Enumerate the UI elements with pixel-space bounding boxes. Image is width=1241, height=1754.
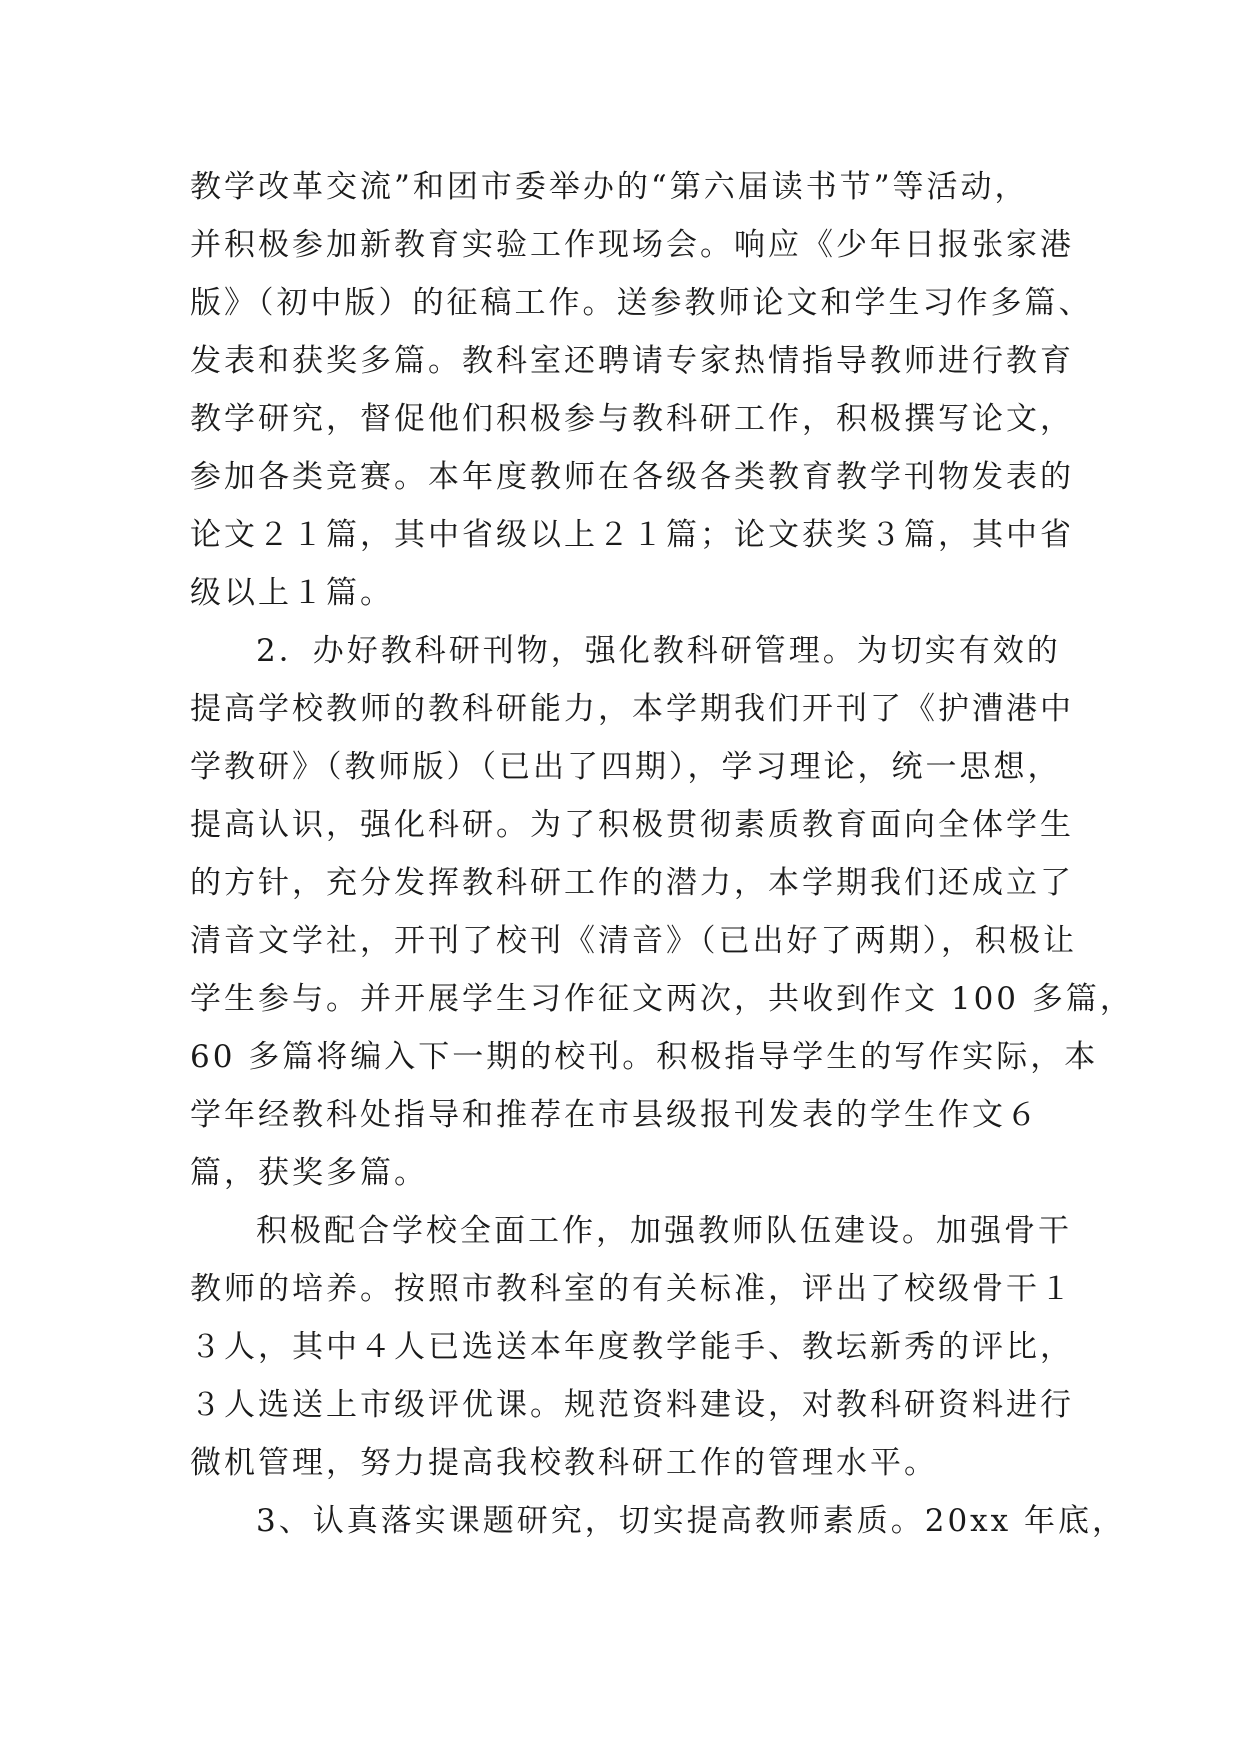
text-line: 篇，获奖多篇。 [190, 1155, 428, 1191]
text-line: 60 多篇将编入下一期的校刊。积极指导学生的写作实际，本 [190, 1039, 1099, 1075]
text-line: 版》（初中版）的征稿工作。送参教师论文和学生习作多篇、 [190, 285, 1093, 321]
text-line: 清音文学社，开刊了校刊《清音》（已出好了两期），积极让 [190, 923, 1077, 959]
paragraph-start-line: 3、认真落实课题研究，切实提高教师素质。20xx 年底， [256, 1503, 1126, 1539]
text-line: 教师的培养。按照市教科室的有关标准，评出了校级骨干１ [190, 1271, 1074, 1307]
text-line: 发表和获奖多篇。教科室还聘请专家热情指导教师进行教育 [190, 343, 1074, 379]
text-line: 参加各类竞赛。本年度教师在各级各类教育教学刊物发表的 [190, 459, 1074, 495]
text-line: 教学研究，督促他们积极参与教科研工作，积极撰写论文， [190, 401, 1074, 437]
text-line: 并积极参加新教育实验工作现场会。响应《少年日报张家港 [190, 227, 1074, 263]
text-line: 级以上１篇。 [190, 575, 394, 611]
text-line: 微机管理，努力提高我校教科研工作的管理水平。 [190, 1445, 938, 1481]
text-line: 学年经教科处指导和推荐在市县级报刊发表的学生作文６ [190, 1097, 1040, 1133]
text-line: 论文２１篇，其中省级以上２１篇；论文获奖３篇，其中省 [190, 517, 1074, 553]
paragraph-start-line: 积极配合学校全面工作，加强教师队伍建设。加强骨干 [256, 1213, 1072, 1249]
text-line: 提高认识，强化科研。为了积极贯彻素质教育面向全体学生 [190, 807, 1074, 843]
text-line: 提高学校教师的教科研能力，本学期我们开刊了《护漕港中 [190, 691, 1074, 727]
text-line: ３人选送上市级评优课。规范资料建设，对教科研资料进行 [190, 1387, 1074, 1423]
text-line: 学教研》（教师版）（已出了四期），学习理论，统一思想， [190, 749, 1062, 785]
text-line: ３人，其中４人已选送本年度教学能手、教坛新秀的评比， [190, 1329, 1074, 1365]
text-line: 学生参与。并开展学生习作征文两次，共收到作文 100 多篇， [190, 981, 1134, 1017]
text-line: 教学改革交流”和团市委举办的“第六届读书节”等活动， [190, 169, 1029, 205]
text-line: 的方针，充分发挥教科研工作的潜力，本学期我们还成立了 [190, 865, 1074, 901]
body-text [190, 158, 1134, 1550]
paragraph-start-line: 2．办好教科研刊物，强化教科研管理。为切实有效的 [256, 633, 1061, 669]
